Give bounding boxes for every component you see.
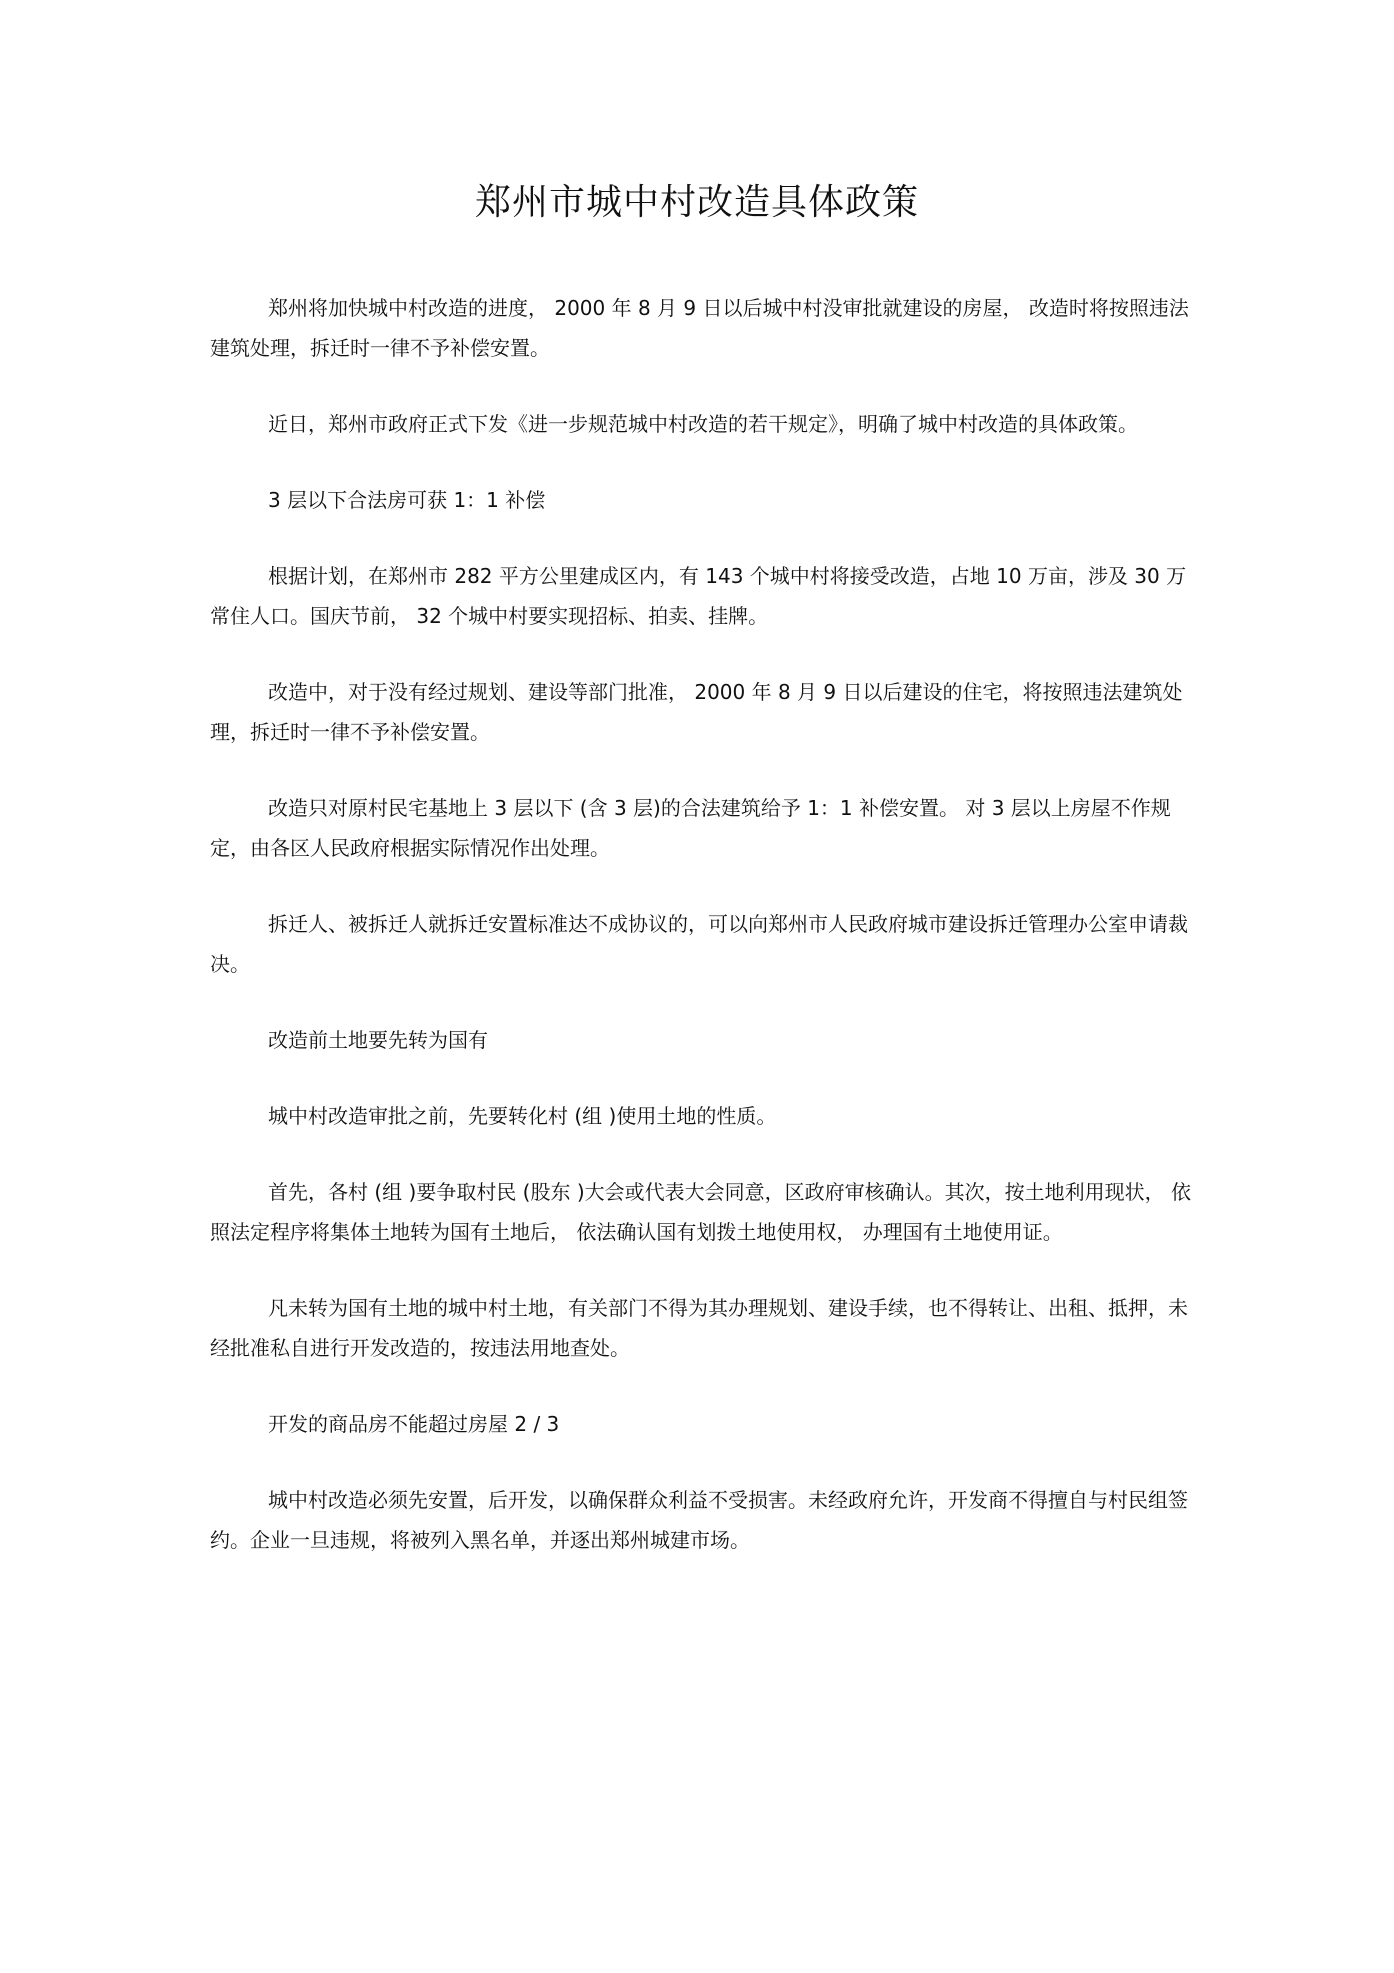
paragraph-land-nature: 城中村改造审批之前，先要转化村 (组 )使用土地的性质。 (268, 1104, 777, 1128)
document-body (210, 288, 1194, 1596)
paragraph-compensation-rule: 改造只对原村民宅基地上 3 层以下 (含 3 层)的合法建筑给予 1：1 补偿安置。 对 3 层以上房屋不作规定，由各区人民政府根据实际情况作出处理。 (210, 796, 1171, 860)
paragraph-plan: 根据计划，在郑州市 282 平方公里建成区内，有 143 个城中村将接受改造，占地 10 万亩，涉及 30 万常住人口。国庆节前， 32 个城中村要实现招标、拍卖、挂牌。 (210, 564, 1187, 628)
paragraph-land-procedure: 首先，各村 (组 )要争取村民 (股东 )大会或代表大会同意，区政府审核确认。其次，按土地利用现状， 依照法定程序将集体土地转为国有土地后， 依法确认国有划拨土地使用权， 办理国有土地使用证。 (210, 1180, 1191, 1244)
paragraph-regulation: 近日，郑州市政府正式下发《进一步规范城中村改造的若干规定》，明确了城中村改造的具体政策。 (268, 412, 1138, 436)
paragraph-illegal-buildings: 改造中，对于没有经过规划、建设等部门批准， 2000 年 8 月 9 日以后建设的住宅，将按照违法建筑处理，拆迁时一律不予补偿安置。 (210, 680, 1183, 744)
document-title: 郑州市城中村改造具体政策 (474, 182, 919, 223)
section-heading-land: 改造前土地要先转为国有 (268, 1028, 488, 1052)
section-heading-compensation: 3 层以下合法房可获 1：1 补偿 (268, 488, 546, 512)
paragraph-arbitration: 拆迁人、被拆迁人就拆迁安置标准达不成协议的，可以向郑州市人民政府城市建设拆迁管理办公室申请裁决。 (210, 912, 1188, 976)
paragraph-land-restrictions: 凡未转为国有土地的城中村土地，有关部门不得为其办理规划、建设手续，也不得转让、出租、抵押，未经批准私自进行开发改造的，按违法用地查处。 (210, 1296, 1188, 1360)
paragraph-developer-rules: 城中村改造必须先安置，后开发，以确保群众利益不受损害。未经政府允许，开发商不得擅自与村民组签约。企业一旦违规，将被列入黑名单，并逐出郑州城建市场。 (210, 1488, 1188, 1552)
section-heading-commercial: 开发的商品房不能超过房屋 2 / 3 (268, 1412, 560, 1436)
paragraph-intro: 郑州将加快城中村改造的进度， 2000 年 8 月 9 日以后城中村没审批就建设的房屋， 改造时将按照违法建筑处理，拆迁时一律不予补偿安置。 (210, 296, 1189, 360)
